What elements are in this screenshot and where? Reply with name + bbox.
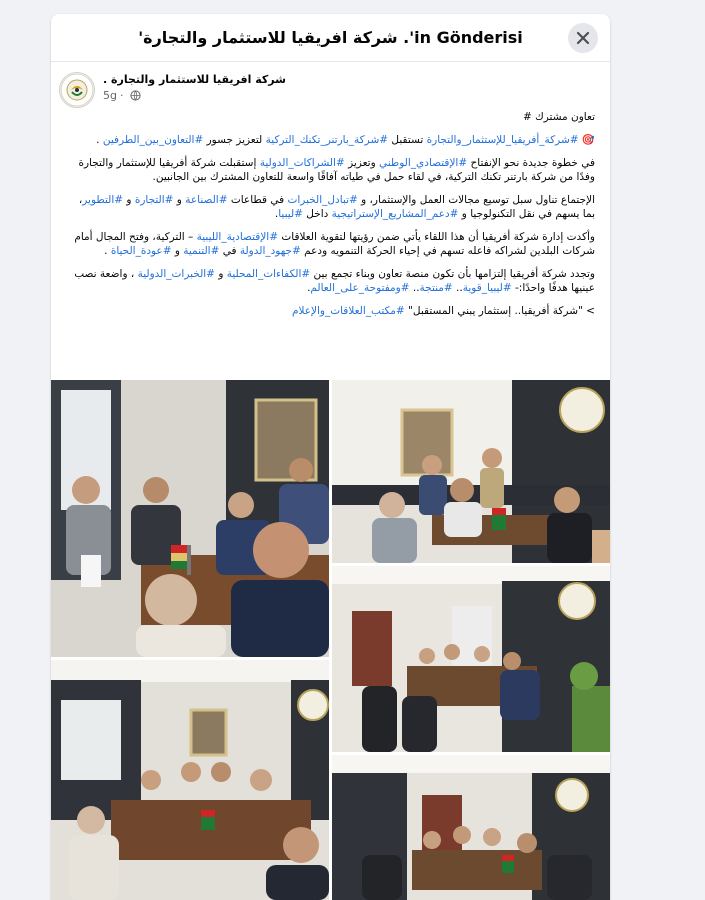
post-text: ، بما يسهم في نقل التكنولوجيا و [78,194,595,220]
hashtag-link[interactable]: #التجارة [134,194,174,206]
post-text: في [219,245,240,257]
avatar[interactable] [59,72,95,108]
hashtag-link[interactable]: #مكتب_العلاقات_والإعلام [291,305,405,317]
meeting-photo-4[interactable] [51,660,329,900]
post-text: في خطوة جديدة نحو الإنفتاح [467,157,595,169]
post-text: في قطاعات [227,194,288,206]
post-text: إستقبلت شركة أفريقيا للإستثمار والتجارة وفدًا من شركة بارتنر تكنك التركية، في لقاء حمل في طياته آفاقًا واسعة للتعاون المشترك بين الجانبين. [78,157,595,183]
hashtag-link[interactable]: #الشراكات_الدولية [259,157,345,169]
meeting-photo-4-image [51,660,329,900]
hashtag-link[interactable]: #الإقتصادي_الوطني [378,157,468,169]
hashtag-link[interactable]: #ليبيا_قوية [462,282,512,294]
close-button[interactable] [568,23,598,53]
post-text: وتعزيز [344,157,379,169]
post-time[interactable]: 5g [103,89,117,102]
post-text: . [274,208,279,220]
author-name[interactable]: شركة افريقيا للاستثمار والتجارة . [103,73,286,86]
globe-icon [130,90,141,101]
separator-dot: · [119,89,124,102]
meeting-photo-3[interactable] [332,566,610,752]
post-author [59,72,286,108]
post-text: تعاون مشترك # [522,111,595,123]
post-paragraph [65,230,595,258]
hashtag-link[interactable]: #جهود_الدولة [239,245,301,257]
hashtag-link[interactable]: #منتجة [419,282,453,294]
hashtag-link[interactable]: #الإقتصادية_الليبية [196,231,279,243]
post-text: > "شركة أفريقيا.. إستثمار يبني المستقبل" [404,305,595,317]
hashtag-link[interactable]: #ليبيا [278,208,303,220]
hashtag-link[interactable]: #التعاون_بين_الطرفين [102,134,204,146]
post-text: و [214,268,227,280]
post-text: ، واضعة نصب عينيها هدفًا واحدًا:- [74,268,595,294]
photo-grid [51,380,610,900]
post-text: لتعزيز جسور [203,134,266,146]
hashtag-link[interactable]: #الخبرات_الدولية [137,268,215,280]
post-paragraph [65,304,595,318]
post-body [65,110,595,327]
meeting-photo-2-image [332,380,610,563]
hashtag-link[interactable]: #تبادل_الخبرات [287,194,358,206]
meeting-photo-3-image [332,566,610,752]
post-text: . [104,245,111,257]
post-text: داخل [302,208,332,220]
hashtag-link[interactable]: #التطوير [82,194,124,206]
hashtag-link[interactable]: #عودة_الحياة [110,245,172,257]
hashtag-link[interactable]: #دعم_المشاريع_الإستراتيجية [331,208,459,220]
post-text: 🎯 [578,134,595,146]
post-paragraph [65,133,595,147]
meeting-photo-2[interactable] [332,380,610,563]
meeting-photo-1[interactable] [51,380,329,657]
post-paragraph [65,156,595,184]
modal-title: 'شركة افريقيا للاستثمار والتجارة .'in Gönderisi [138,28,523,47]
post-text: .. [409,282,420,294]
hashtag-link[interactable]: #شركة_بارتنر_تكنك_التركية [265,134,389,146]
post-text: .. [452,282,463,294]
post-text: تستقبل [388,134,427,146]
hashtag-link[interactable]: #الصناعة [185,194,228,206]
post-text: و [173,194,186,206]
post-paragraph [65,267,595,295]
hashtag-link[interactable]: #التنمية [183,245,220,257]
meeting-photo-5[interactable] [332,755,610,900]
hashtag-link[interactable]: #الكفاءات_المحلية [226,268,311,280]
post-text: و [171,245,184,257]
post-text: وأكدت إدارة شركة أفريقيا أن هذا اللقاء يأتي ضمن رؤيتها لتقوية العلاقات [278,231,595,243]
company-logo-icon [60,73,94,107]
meeting-photo-1-image [51,380,329,657]
post-paragraph [65,193,595,221]
post-modal [51,14,610,900]
post-text: . [96,134,103,146]
close-icon [576,31,590,45]
post-paragraph [65,110,595,124]
hashtag-link[interactable]: #ومفتوحة_على_العالم [310,282,410,294]
post-text: – التركية، وفتح المجال أمام شركات البلدين لشراكه فاعله تسهم في إحياء الحركة التنمويه ودعم [74,231,595,257]
modal-header [51,14,610,62]
meeting-photo-5-image [332,755,610,900]
post-text: الإجتماع تناول سبل توسيع مجالات العمل والإستثمار، و [357,194,595,206]
hashtag-link[interactable]: #شركة_أفريقيا_للإستثمار_والتجارة [426,134,579,146]
post-text: و [123,194,135,206]
post-text: وتجدد شركة أفريقيا إلتزامها بأن تكون منصة تعاون وبناء تجمع بين [310,268,595,280]
post-text: . [307,282,311,294]
